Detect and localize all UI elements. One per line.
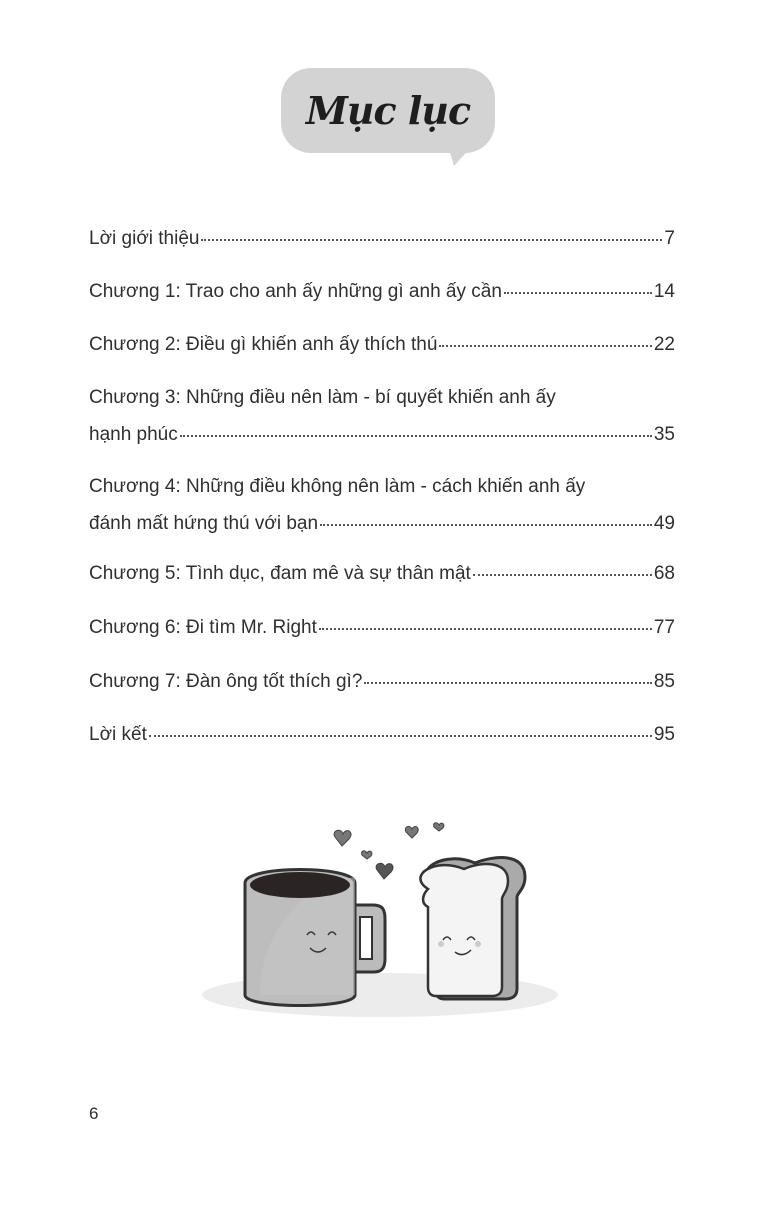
coffee-and-toast-illustration: [200, 815, 570, 1025]
page-number: 6: [89, 1104, 99, 1123]
dot-leader: [201, 239, 662, 241]
toc-entry[interactable]: [89, 609, 675, 646]
toc-entry-title: hạnh phúc: [89, 424, 178, 445]
toc-entry-title: Chương 1: Trao cho anh ấy những gì anh ấy cần: [89, 281, 502, 302]
toc-page-number: 35: [653, 424, 675, 445]
dot-leader: [504, 292, 652, 294]
toc-page-number: 22: [653, 334, 675, 355]
toc-entry-title: Chương 5: Tình dục, đam mê và sự thân mật: [89, 563, 471, 584]
toc-page-number: 68: [653, 563, 675, 584]
toc-entry[interactable]: [89, 716, 675, 753]
toc-entry-title: Lời giới thiệu: [89, 228, 200, 249]
dot-leader: [364, 682, 651, 684]
toc-entry-title: Chương 7: Đàn ông tốt thích gì?: [89, 671, 363, 692]
dot-leader: [473, 574, 652, 576]
dot-leader: [320, 524, 652, 526]
toc-page-number: 77: [653, 617, 675, 638]
toc-entry[interactable]: [89, 663, 675, 700]
toc-page-number: 14: [653, 281, 675, 302]
toc-entry[interactable]: [89, 468, 675, 542]
toc-entry-title: đánh mất hứng thú với bạn: [89, 513, 319, 534]
dot-leader: [319, 628, 652, 630]
page-title: Mục lục: [305, 88, 471, 133]
toc-entry-title: Chương 4: Những điều không nên làm - cách khiến anh ấy: [89, 476, 586, 497]
toc-entry-title: Chương 2: Điều gì khiến anh ấy thích thú: [89, 334, 438, 355]
toc-page-number: 49: [653, 513, 675, 534]
toc-entry[interactable]: [89, 220, 675, 257]
toc-page-number: 7: [664, 228, 675, 249]
toc-entry-title: Chương 3: Những điều nên làm - bí quyết khiến anh ấy: [89, 387, 556, 408]
toc-entry[interactable]: [89, 326, 675, 363]
toc-entry[interactable]: [89, 555, 675, 592]
toc-entry-title: Lời kết: [89, 724, 147, 745]
toc-page-number: 85: [653, 671, 675, 692]
toc-entry[interactable]: [89, 273, 675, 310]
toc-entry-title: Chương 6: Đi tìm Mr. Right: [89, 617, 317, 638]
toc-entry[interactable]: [89, 379, 675, 453]
dot-leader: [439, 345, 651, 347]
dot-leader: [180, 435, 652, 437]
toc-page-number: 95: [653, 724, 675, 745]
dot-leader: [149, 735, 652, 737]
